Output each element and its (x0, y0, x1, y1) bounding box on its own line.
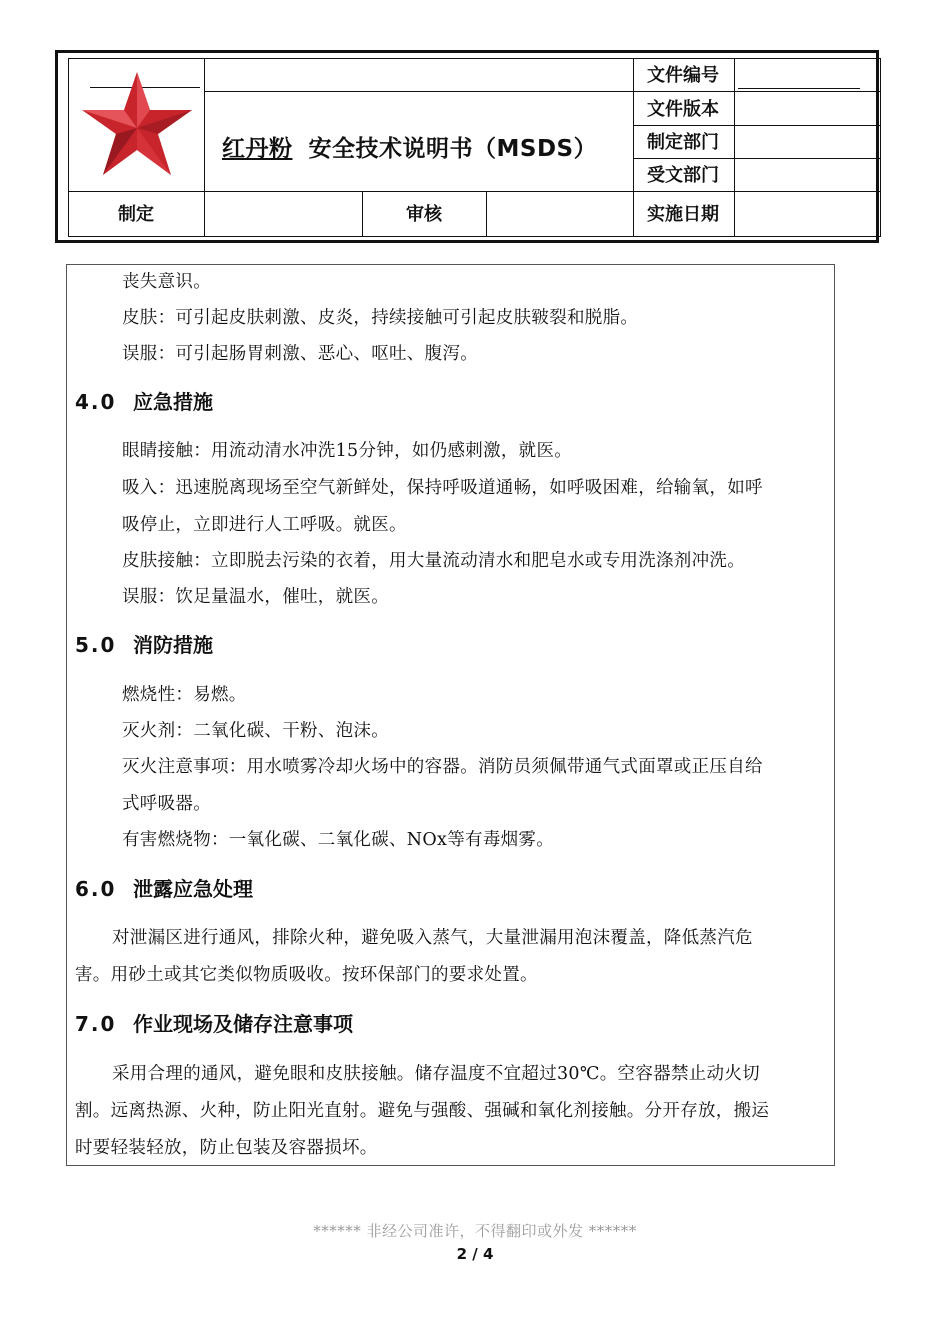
divider (738, 88, 860, 89)
paragraph-line: 误服：可引起肠胃刺激、恶心、呕吐、腹泻。 (122, 344, 478, 364)
divider (204, 91, 881, 92)
receiving-dept-label: 受文部门 (647, 165, 719, 186)
divider (633, 125, 881, 126)
paragraph-line: 燃烧性：易燃。 (122, 685, 247, 705)
document-title (222, 130, 597, 163)
section-title: 应急措施 (133, 390, 213, 414)
paragraph-line: 灭火注意事项：用水喷雾冷却火场中的容器。消防员须佩带通气式面罩或正压自给 (122, 757, 763, 777)
paragraph-line: 害。用砂土或其它类似物质吸收。按环保部门的要求处置。 (75, 965, 538, 985)
section-number: 6.0 (75, 877, 117, 901)
reviewed-by-label: 审核 (406, 204, 442, 225)
section-number: 7.0 (75, 1012, 117, 1036)
paragraph-line: 误服：饮足量温水，催吐，就医。 (122, 587, 389, 607)
doc-version-label: 文件版本 (647, 99, 719, 120)
divider (633, 58, 634, 237)
doc-number-label: 文件编号 (647, 65, 719, 86)
confidentiality-note: ****** 非经公司准许，不得翻印或外发 ****** (313, 1222, 637, 1240)
section-number: 5.0 (75, 633, 117, 657)
paragraph-line: 采用合理的通风，避免眼和皮肤接触。储存温度不宜超过30℃。空容器禁止动火切 (112, 1064, 760, 1084)
dept-label: 制定部门 (647, 132, 719, 153)
section-heading-4 (75, 386, 213, 415)
section-title: 泄露应急处理 (133, 877, 253, 901)
paragraph-line: 割。远离热源、火种，防止阳光直射。避免与强酸、强碱和氧化剂接触。分开存放，搬运 (75, 1101, 770, 1121)
paragraph-line: 时要轻装轻放，防止包装及容器损坏。 (75, 1138, 378, 1158)
product-name: 红丹粉 (222, 136, 293, 162)
divider (734, 58, 735, 237)
paragraph-line: 吸入：迅速脱离现场至空气新鲜处，保持呼吸道通畅，如呼吸困难，给输氧，如呼 (122, 478, 763, 498)
made-by-label: 制定 (118, 204, 154, 225)
company-star-logo (80, 70, 194, 180)
title-text: 安全技术说明书（MSDS） (308, 136, 598, 162)
section-heading-5 (75, 629, 213, 658)
paragraph-line: 有害燃烧物：一氧化碳、二氧化碳、NOx等有毒烟雾。 (122, 830, 555, 850)
paragraph-line: 皮肤接触：立即脱去污染的衣着，用大量流动清水和肥皂水或专用洗涤剂冲洗。 (122, 551, 745, 571)
paragraph-line: 丧失意识。 (122, 272, 211, 292)
effective-date-label: 实施日期 (647, 204, 719, 225)
divider (486, 191, 487, 237)
paragraph-line: 眼睛接触：用流动清水冲洗15分钟，如仍感刺激，就医。 (122, 441, 573, 461)
divider (204, 58, 205, 237)
section-number: 4.0 (75, 390, 117, 414)
section-title: 消防措施 (133, 633, 213, 657)
section-heading-7 (75, 1008, 353, 1037)
section-heading-6 (75, 873, 253, 902)
page-number: 2 / 4 (456, 1245, 494, 1263)
paragraph-line: 吸停止，立即进行人工呼吸。就医。 (122, 515, 407, 535)
paragraph-line: 式呼吸器。 (122, 794, 211, 814)
divider (68, 191, 881, 192)
paragraph-line: 皮肤：可引起皮肤刺激、皮炎，持续接触可引起皮肤皲裂和脱脂。 (122, 308, 639, 328)
paragraph-line: 灭火剂：二氧化碳、干粉、泡沫。 (122, 721, 389, 741)
divider (633, 158, 881, 159)
divider (362, 191, 363, 237)
paragraph-line: 对泄漏区进行通风，排除火种，避免吸入蒸气，大量泄漏用泡沫覆盖，降低蒸汽危 (112, 928, 753, 948)
section-title: 作业现场及储存注意事项 (133, 1012, 353, 1036)
